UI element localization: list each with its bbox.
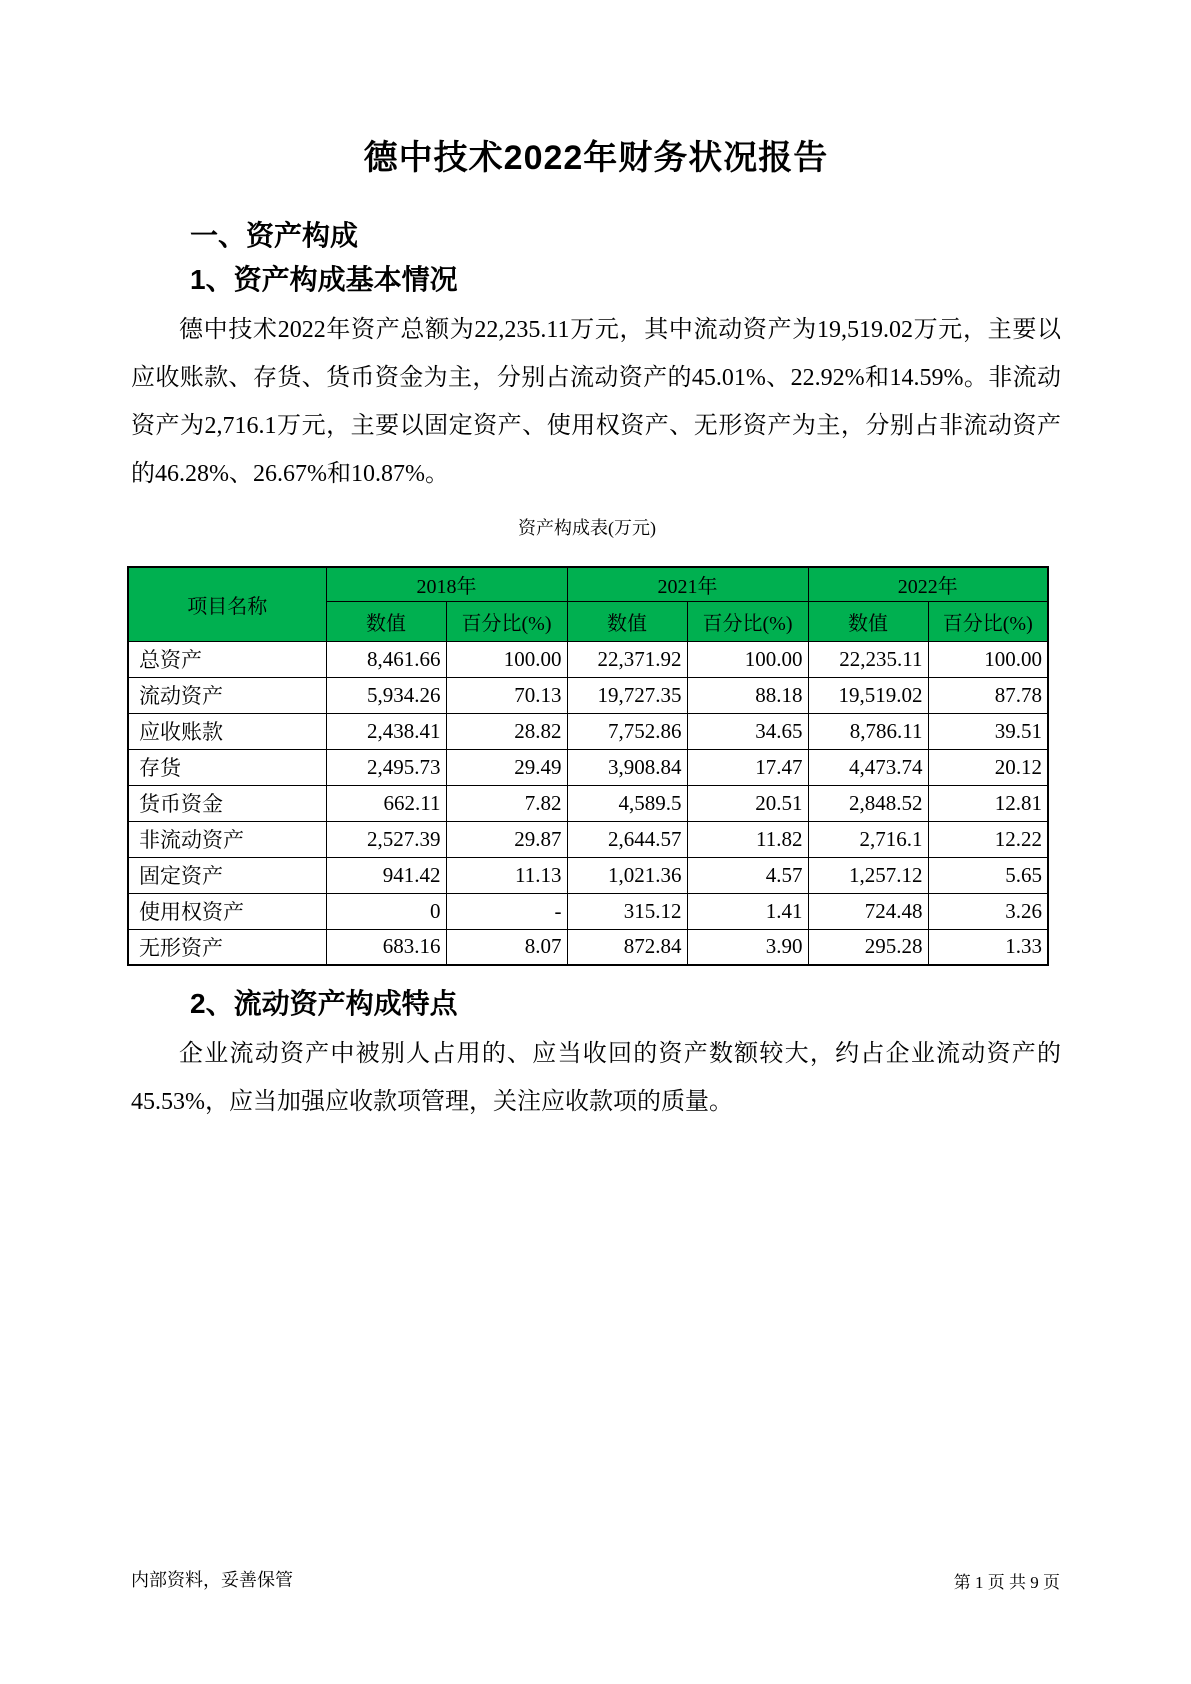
table-cell: 100.00 (687, 641, 808, 677)
table-row (128, 713, 1048, 749)
row-item-label: 非流动资产 (128, 821, 326, 857)
row-item-label: 无形资产 (128, 929, 326, 965)
table-cell: 22,371.92 (567, 641, 687, 677)
table-cell: 1.33 (928, 929, 1048, 965)
table-cell: 3.26 (928, 893, 1048, 929)
table-cell: 100.00 (928, 641, 1048, 677)
table-cell: 28.82 (446, 713, 567, 749)
col-header-year-2022: 2022年 (808, 567, 1048, 601)
table-cell: 2,438.41 (326, 713, 446, 749)
table-cell: 12.22 (928, 821, 1048, 857)
col-header-value-2022: 数值 (808, 601, 928, 641)
table-cell: 100.00 (446, 641, 567, 677)
page-title: 德中技术2022年财务状况报告 (363, 139, 829, 177)
footer-page-number: 第 1 页 共 9 页 (953, 1573, 1060, 1592)
table-cell: 1,257.12 (808, 857, 928, 893)
col-header-percent-2018: 百分比(%) (446, 601, 567, 641)
table-cell: 662.11 (326, 785, 446, 821)
table-cell: 315.12 (567, 893, 687, 929)
table-cell: 5,934.26 (326, 677, 446, 713)
table-cell: 4,589.5 (567, 785, 687, 821)
table-cell: 17.47 (687, 749, 808, 785)
table-row (128, 857, 1048, 893)
table-cell: 19,727.35 (567, 677, 687, 713)
table-cell: 1.41 (687, 893, 808, 929)
col-header-value-2018: 数值 (326, 601, 446, 641)
row-item-label: 货币资金 (128, 785, 326, 821)
table-cell: 8,461.66 (326, 641, 446, 677)
table-cell: 5.65 (928, 857, 1048, 893)
table-row (128, 893, 1048, 929)
table-cell: 11.13 (446, 857, 567, 893)
row-item-label: 固定资产 (128, 857, 326, 893)
section-heading-asset-composition: 一、资产构成 (190, 220, 359, 251)
subsection-heading-current-assets: 2、流动资产构成特点 (190, 988, 458, 1019)
table-cell: 941.42 (326, 857, 446, 893)
table-header (128, 567, 1048, 641)
col-header-year-2018: 2018年 (326, 567, 567, 601)
table-cell: 4,473.74 (808, 749, 928, 785)
table-cell: 29.87 (446, 821, 567, 857)
table-cell: 2,848.52 (808, 785, 928, 821)
table-cell: 1,021.36 (567, 857, 687, 893)
table-cell: 2,716.1 (808, 821, 928, 857)
col-header-value-2021: 数值 (567, 601, 687, 641)
table-cell: - (446, 893, 567, 929)
table-row (128, 785, 1048, 821)
table-cell: 22,235.11 (808, 641, 928, 677)
paragraph-asset-composition: 德中技术2022年资产总额为22,235.11万元，其中流动资产为19,519.02万元，主要以应收账款、存货、货币资金为主，分别占流动资产的45.01%、22.92%和14.59%。非流动资产为2,716.1万元，主要以固定资产、使用权资产、无形资产为主，分别占非流动资产的46.28%、26.67%和10.87%。 (131, 317, 1061, 487)
table-row (128, 821, 1048, 857)
table-cell: 8,786.11 (808, 713, 928, 749)
col-header-item-name: 项目名称 (128, 567, 326, 641)
table-cell: 20.12 (928, 749, 1048, 785)
footer-confidential-note: 内部资料，妥善保管 (131, 1570, 293, 1590)
table-cell: 88.18 (687, 677, 808, 713)
table-header-year-row (128, 567, 1048, 601)
table-cell: 2,495.73 (326, 749, 446, 785)
table-row (128, 929, 1048, 965)
table-cell: 3.90 (687, 929, 808, 965)
table-cell: 724.48 (808, 893, 928, 929)
table-cell: 872.84 (567, 929, 687, 965)
col-header-year-2021: 2021年 (567, 567, 808, 601)
table-cell: 3,908.84 (567, 749, 687, 785)
table-row (128, 641, 1048, 677)
table-row (128, 749, 1048, 785)
paragraph-current-assets: 企业流动资产中被别人占用的、应当收回的资产数额较大，约占企业流动资产的45.53%，应当加强应收款项管理，关注应收款项的质量。 (131, 1041, 1061, 1115)
col-header-percent-2021: 百分比(%) (687, 601, 808, 641)
table-cell: 7.82 (446, 785, 567, 821)
table-cell: 11.82 (687, 821, 808, 857)
table-cell: 0 (326, 893, 446, 929)
table-cell: 20.51 (687, 785, 808, 821)
table-cell: 4.57 (687, 857, 808, 893)
table-cell: 70.13 (446, 677, 567, 713)
asset-composition-table (127, 566, 1049, 966)
table-cell: 19,519.02 (808, 677, 928, 713)
table-cell: 12.81 (928, 785, 1048, 821)
row-item-label: 总资产 (128, 641, 326, 677)
table-body (128, 641, 1048, 965)
table-cell: 8.07 (446, 929, 567, 965)
table-cell: 683.16 (326, 929, 446, 965)
table-cell: 7,752.86 (567, 713, 687, 749)
table-caption: 资产构成表(万元) (518, 518, 656, 538)
table-cell: 34.65 (687, 713, 808, 749)
table-cell: 295.28 (808, 929, 928, 965)
row-item-label: 使用权资产 (128, 893, 326, 929)
table-cell: 2,527.39 (326, 821, 446, 857)
row-item-label: 存货 (128, 749, 326, 785)
row-item-label: 流动资产 (128, 677, 326, 713)
col-header-percent-2022: 百分比(%) (928, 601, 1048, 641)
subsection-heading-basic-situation: 1、资产构成基本情况 (190, 264, 458, 295)
table-cell: 39.51 (928, 713, 1048, 749)
table-row (128, 677, 1048, 713)
row-item-label: 应收账款 (128, 713, 326, 749)
table-cell: 2,644.57 (567, 821, 687, 857)
table-cell: 29.49 (446, 749, 567, 785)
table-cell: 87.78 (928, 677, 1048, 713)
